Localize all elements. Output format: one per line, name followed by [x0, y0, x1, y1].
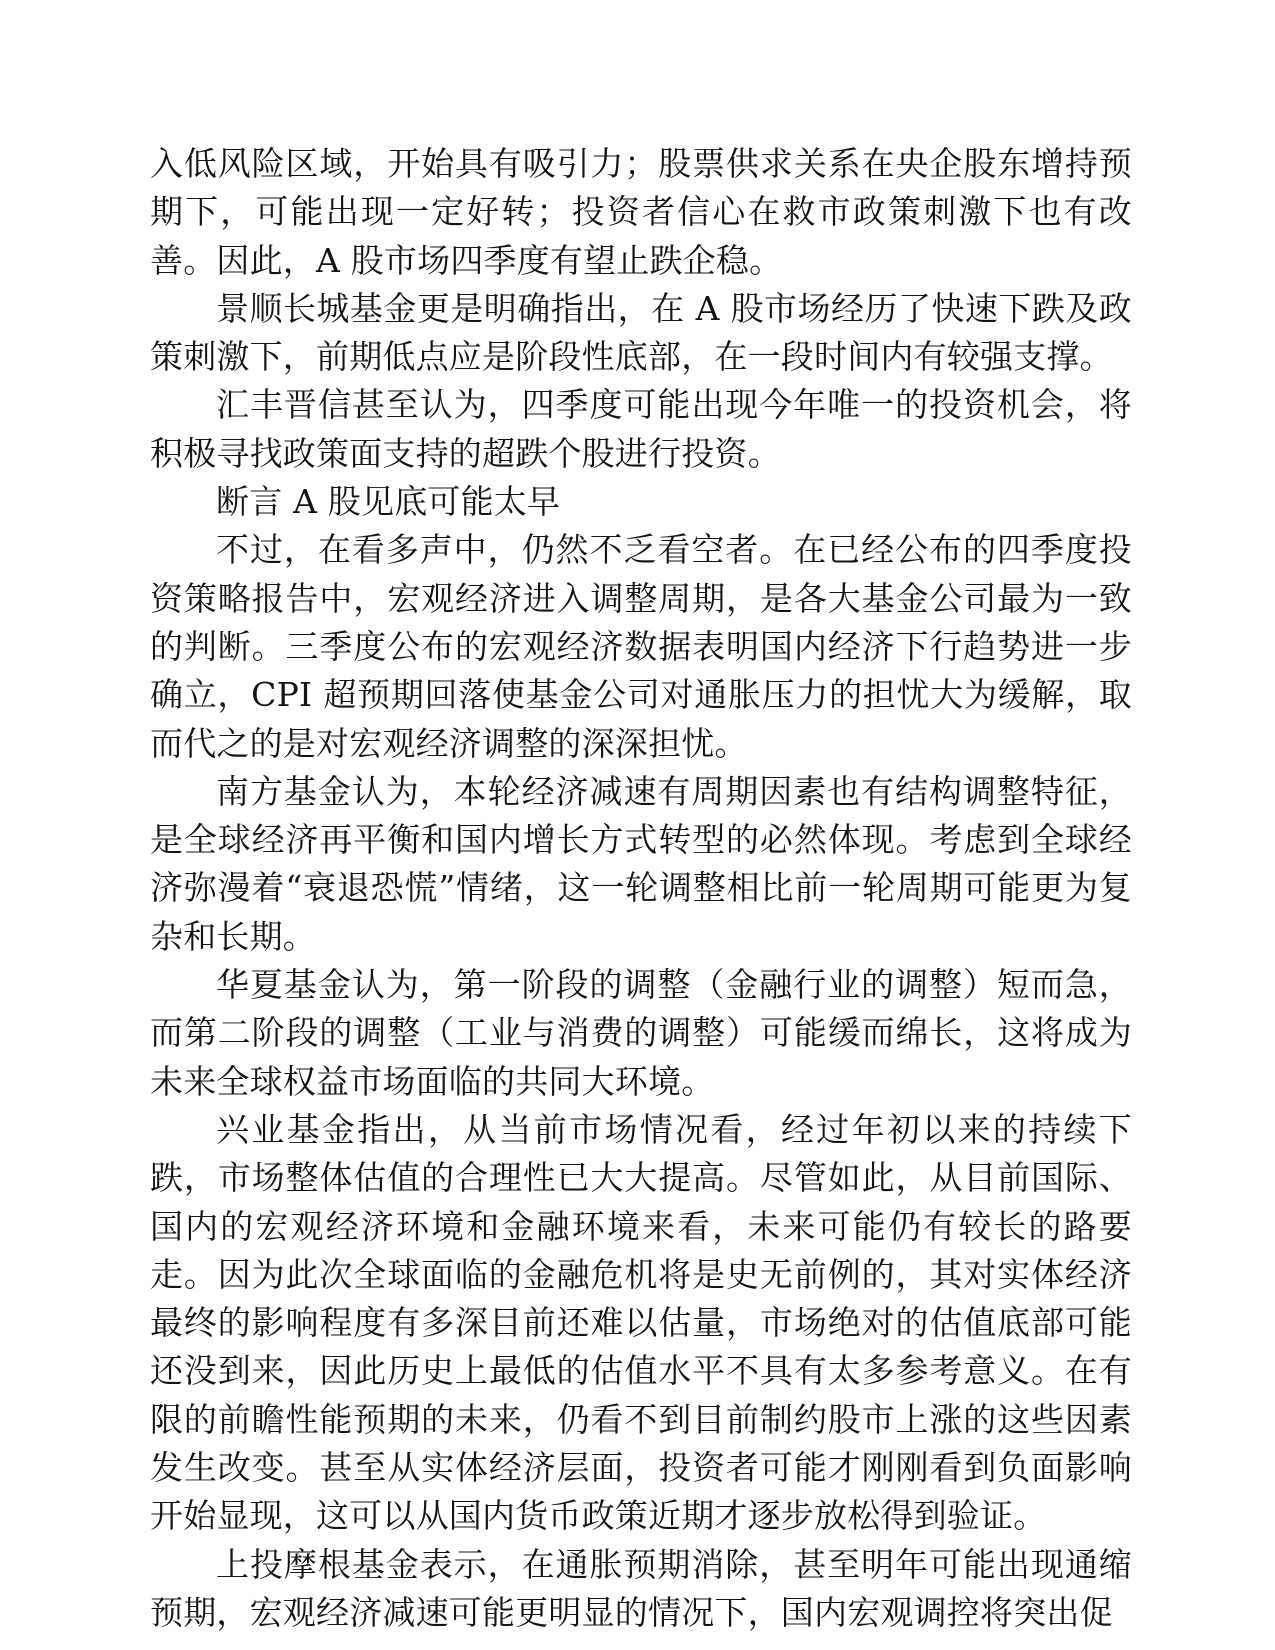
paragraph-7: 兴业基金指出，从当前市场情况看，经过年初以来的持续下跌，市场整体估值的合理性已大大提高。尽管如此，从目前国际、国内的宏观经济环境和金融环境来看，未来可能仍有较长的路要走。因为此次全球面临的金融危机将是史无前例的，其对实体经济最终的影响程度有多深目前还难以估量，市场绝对的估值底部可能还没到来，因此历史上最低的估值水平不具有太多参考意义。在有限的前瞻性能预期的未来，仍看不到目前制约股市上涨的这些因素发生改变。甚至从实体经济层面，投资者可能才刚刚看到负面影响开始显现，这可以从国内货币政策近期才逐步放松得到验证。	[150, 1109, 1132, 1536]
paragraph-4: 不过，在看多声中，仍然不乏看空者。在已经公布的四季度投资策略报告中，宏观经济进入调整周期，是各大基金公司最为一致的判断。三季度公布的宏观经济数据表明国内经济下行趋势进一步确立，CPI 超预期回落使基金公司对通胀压力的担忧大为缓解，取而代之的是对宏观经济调整的深深担忧。	[150, 530, 1132, 763]
paragraph-3: 汇丰晋信甚至认为，四季度可能出现今年唯一的投资机会，将积极寻找政策面支持的超跌个股进行投资。	[150, 385, 1132, 473]
article-body	[150, 140, 1132, 1637]
paragraph-8: 上投摩根基金表示，在通胀预期消除，甚至明年可能出现通缩预期，宏观经济减速可能更明显的情况下，国内宏观调控将突出促	[150, 1544, 1132, 1632]
paragraph-6: 华夏基金认为，第一阶段的调整（金融行业的调整）短而急，而第二阶段的调整（工业与消费的调整）可能缓而绵长，这将成为未来全球权益市场面临的共同大环境。	[150, 965, 1132, 1101]
paragraph-5: 南方基金认为，本轮经济减速有周期因素也有结构调整特征，是全球经济再平衡和国内增长方式转型的必然体现。考虑到全球经济弥漫着“衰退恐慌”情绪，这一轮调整相比前一轮周期可能更为复杂和长期。	[150, 771, 1132, 956]
paragraph-2: 景顺长城基金更是明确指出，在 A 股市场经历了快速下跌及政策刺激下，前期低点应是阶段性底部，在一段时间内有较强支撑。	[150, 288, 1132, 377]
paragraph-1: 入低风险区域，开始具有吸引力；股票供求关系在央企股东增持预期下，可能出现一定好转；投资者信心在救市政策刺激下也有改善。因此，A 股市场四季度有望止跌企稳。	[150, 144, 1132, 280]
section-heading: 断言 A 股见底可能太早	[216, 482, 561, 522]
